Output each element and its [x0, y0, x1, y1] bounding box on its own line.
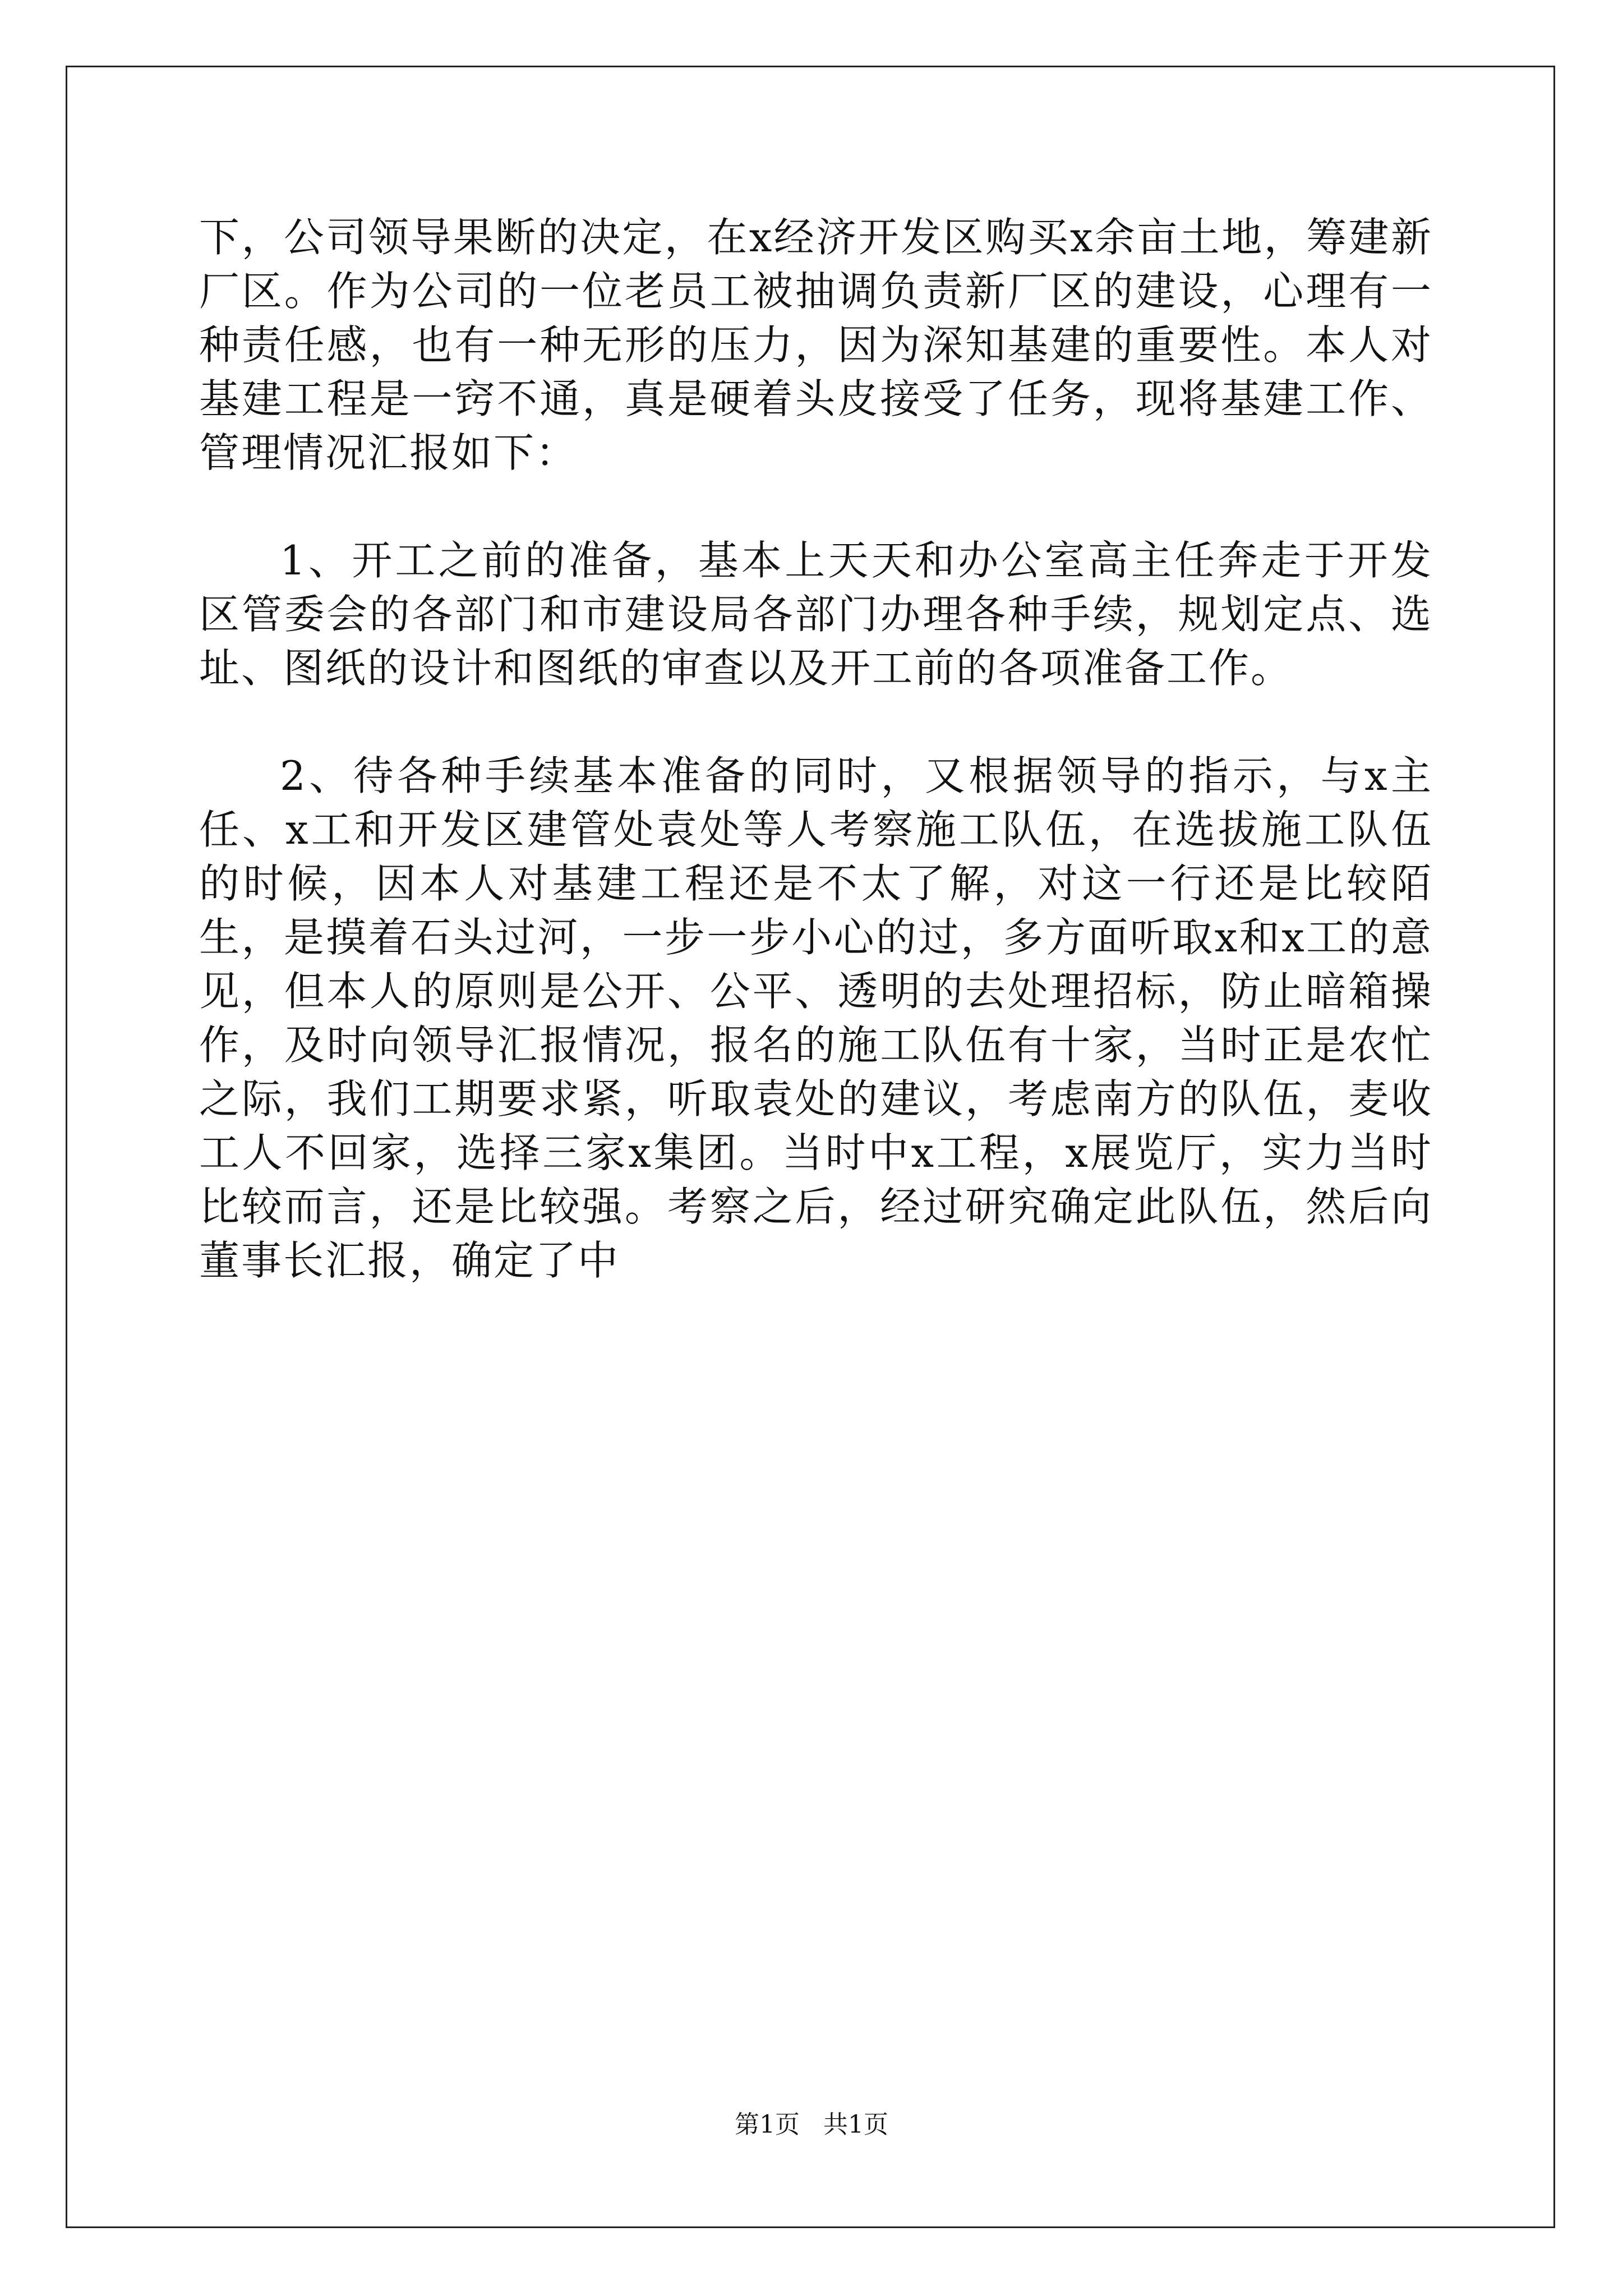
- paragraph-item-1: 1、开工之前的准备，基本上天天和办公室高主任奔走于开发区管委会的各部门和市建设局各部门办理各种手续，规划定点、选址、图纸的设计和图纸的审查以及开工前的各项准备工作。: [199, 537, 1433, 692]
- page-number-footer: 第1页 共1页: [735, 2110, 888, 2139]
- paragraph-item-2: 2、待各种手续基本准备的同时，又根据领导的指示，与x主任、x工和开发区建管处袁处等人考察施工队伍，在选拔施工队伍的时候，因本人对基建工程还是不太了解，对这一行还是比较陌生，是摸着石头过河，一步一步小心的过，多方面听取x和x工的意见，但本人的原则是公开、公平、透明的去处理招标，防止暗箱操作，及时向领导汇报情况，报名的施工队伍有十家，当时正是农忙之际，我们工期要求紧，听取袁处的建议，考虑南方的队伍，麦收工人不回家，选择三家x集团。当时中x工程，x展览厅，实力当时比较而言，还是比较强。考察之后，经过研究确定此队伍，然后向董事长汇报，确定了中: [199, 752, 1433, 1284]
- document-body: [199, 210, 1433, 1341]
- paragraph-continued: 下，公司领导果断的决定，在x经济开发区购买x余亩土地，筹建新厂区。作为公司的一位老员工被抽调负责新厂区的建设，心理有一种责任感，也有一种无形的压力，因为深知基建的重要性。本人对基建工程是一窍不通，真是硬着头皮接受了任务，现将基建工作、管理情况汇报如下：: [199, 214, 1433, 476]
